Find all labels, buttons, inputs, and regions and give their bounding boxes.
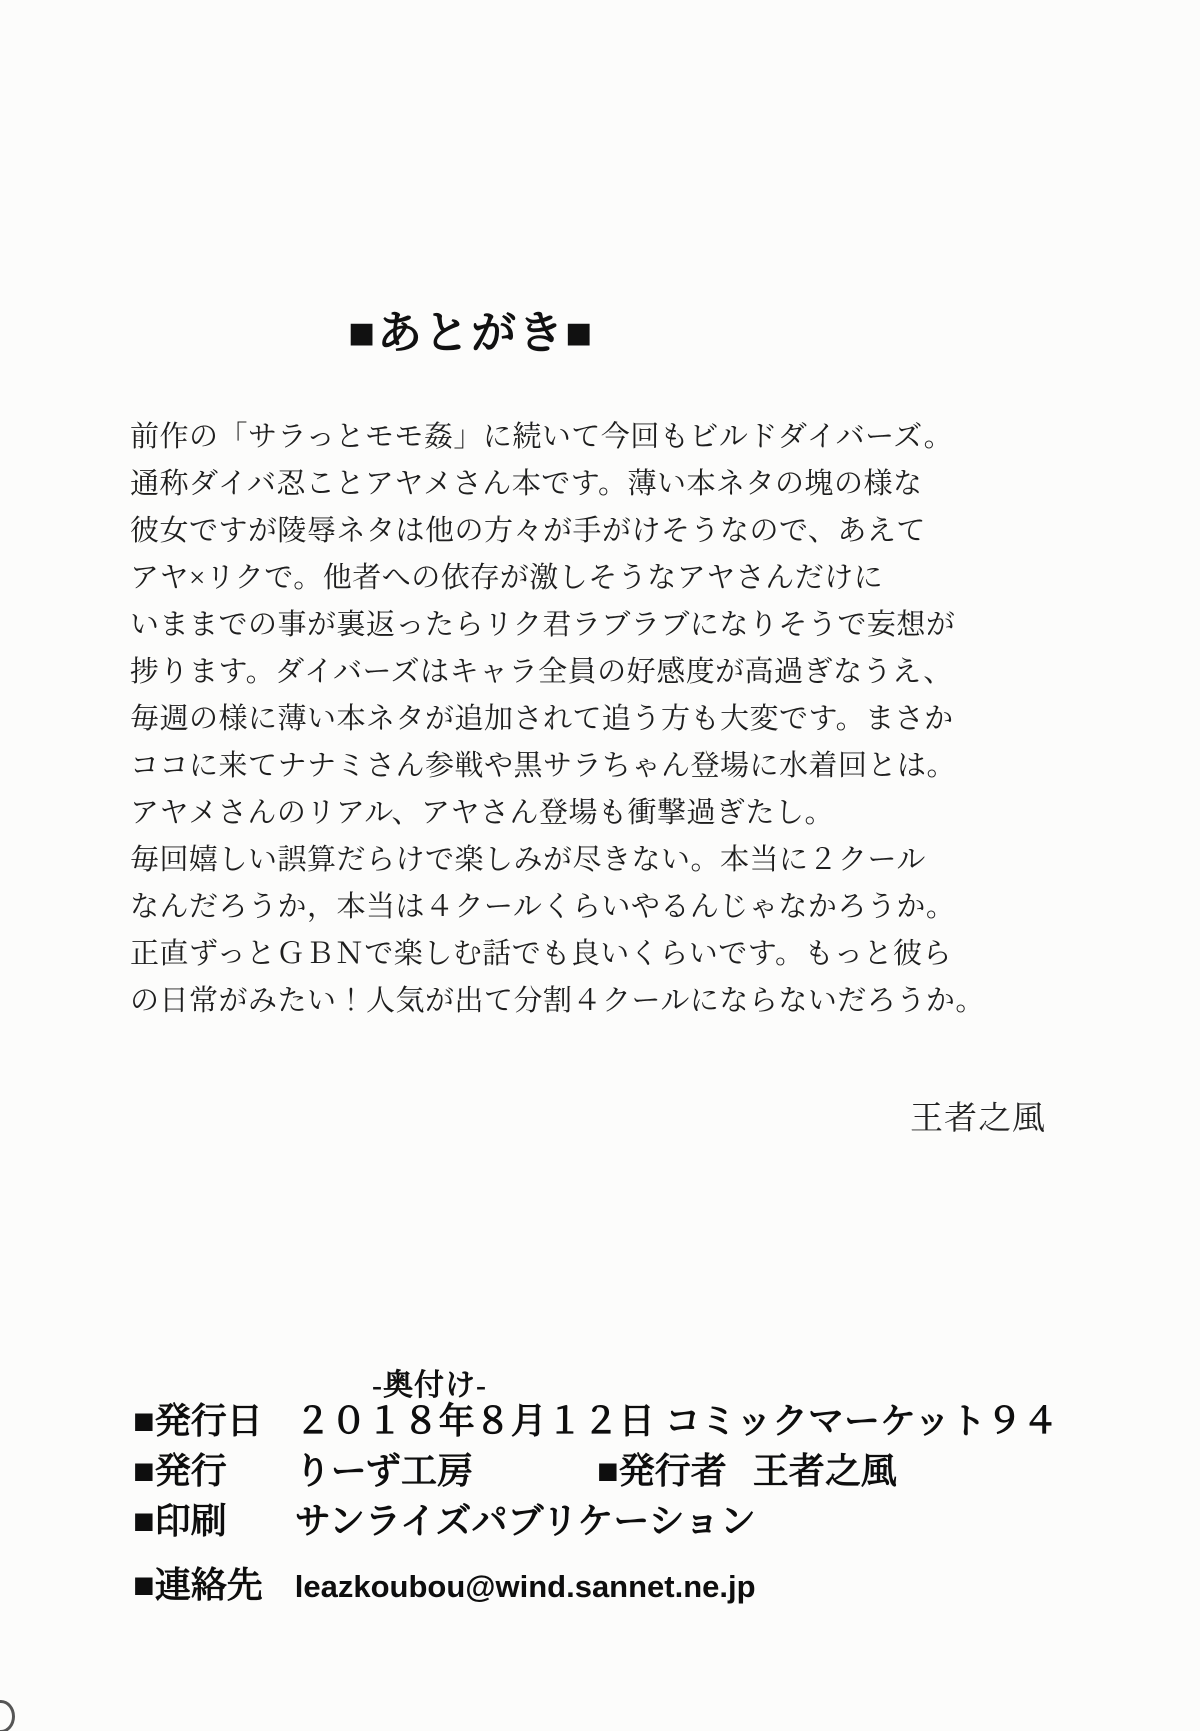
body-line: アヤメさんのリアル、アヤさん登場も衝撃過ぎたし。 bbox=[130, 797, 834, 829]
afterword-title: ■あとがき■ bbox=[348, 308, 595, 358]
event-name: コミックマーケット９４ bbox=[664, 1401, 1059, 1441]
printer-label: ■印刷 bbox=[133, 1501, 227, 1541]
colophon-row-printer bbox=[133, 1498, 756, 1544]
printer-name: サンライズパブリケーション bbox=[294, 1501, 756, 1541]
body-line: 毎週の様に薄い本ネタが追加されて追う方も大変です。まさか bbox=[130, 703, 954, 735]
publish-date-value: ２０１８年８月１２日 bbox=[294, 1401, 655, 1441]
issuer-name: 王者之風 bbox=[752, 1451, 897, 1491]
author-signature: 王者之風 bbox=[910, 1101, 1046, 1137]
body-line: の日常がみたい！人気が出て分割４クールにならないだろうか。 bbox=[130, 985, 985, 1017]
body-line: 捗ります。ダイバーズはキャラ全員の好感度が高過ぎなうえ、 bbox=[130, 656, 953, 688]
colophon-heading: -奥付け- bbox=[372, 1369, 487, 1402]
body-line: 彼女ですが陵辱ネタは他の方々が手がけそうなので、あえて bbox=[130, 515, 926, 547]
body-line: 通称ダイバ忍ことアヤメさん本です。薄い本ネタの塊の様な bbox=[130, 468, 923, 500]
contact-label: ■連絡先 bbox=[133, 1565, 263, 1605]
contact-email: leazkoubou@wind.sannet.ne.jp bbox=[294, 1569, 756, 1604]
colophon-row-contact bbox=[133, 1562, 756, 1610]
body-line: 毎回嬉しい誤算だらけで楽しみが尽きない。本当に２クール bbox=[130, 844, 926, 876]
body-line: ココに来てナナミさん参戦や黒サラちゃん登場に水着回とは。 bbox=[130, 750, 957, 782]
body-line: なんだろうか，本当は４クールくらいやるんじゃなかろうか。 bbox=[130, 891, 956, 923]
body-line: 正直ずっとＧＢＮで楽しむ話でも良いくらいです。もっと彼ら bbox=[130, 938, 952, 970]
publisher-label: ■発行 bbox=[133, 1451, 227, 1491]
body-line: いままでの事が裏返ったらリク君ラブラブになりそうで妄想が bbox=[130, 609, 956, 641]
body-line: 前作の「サラっとモモ姦」に続いて今回もビルドダイバーズ。 bbox=[130, 421, 954, 453]
colophon-row-publish-date bbox=[133, 1398, 1058, 1444]
page-number-fragment bbox=[0, 1700, 15, 1731]
afterword-body bbox=[130, 414, 1030, 1025]
colophon-row-publisher bbox=[133, 1448, 897, 1494]
publish-date-label: ■発行日 bbox=[133, 1401, 263, 1441]
body-line: アヤ×リクで。他者への依存が激しそうなアヤさんだけに bbox=[130, 562, 884, 594]
issuer-label: ■発行者 bbox=[596, 1451, 727, 1491]
publisher-name: りーず工房 bbox=[294, 1451, 473, 1491]
